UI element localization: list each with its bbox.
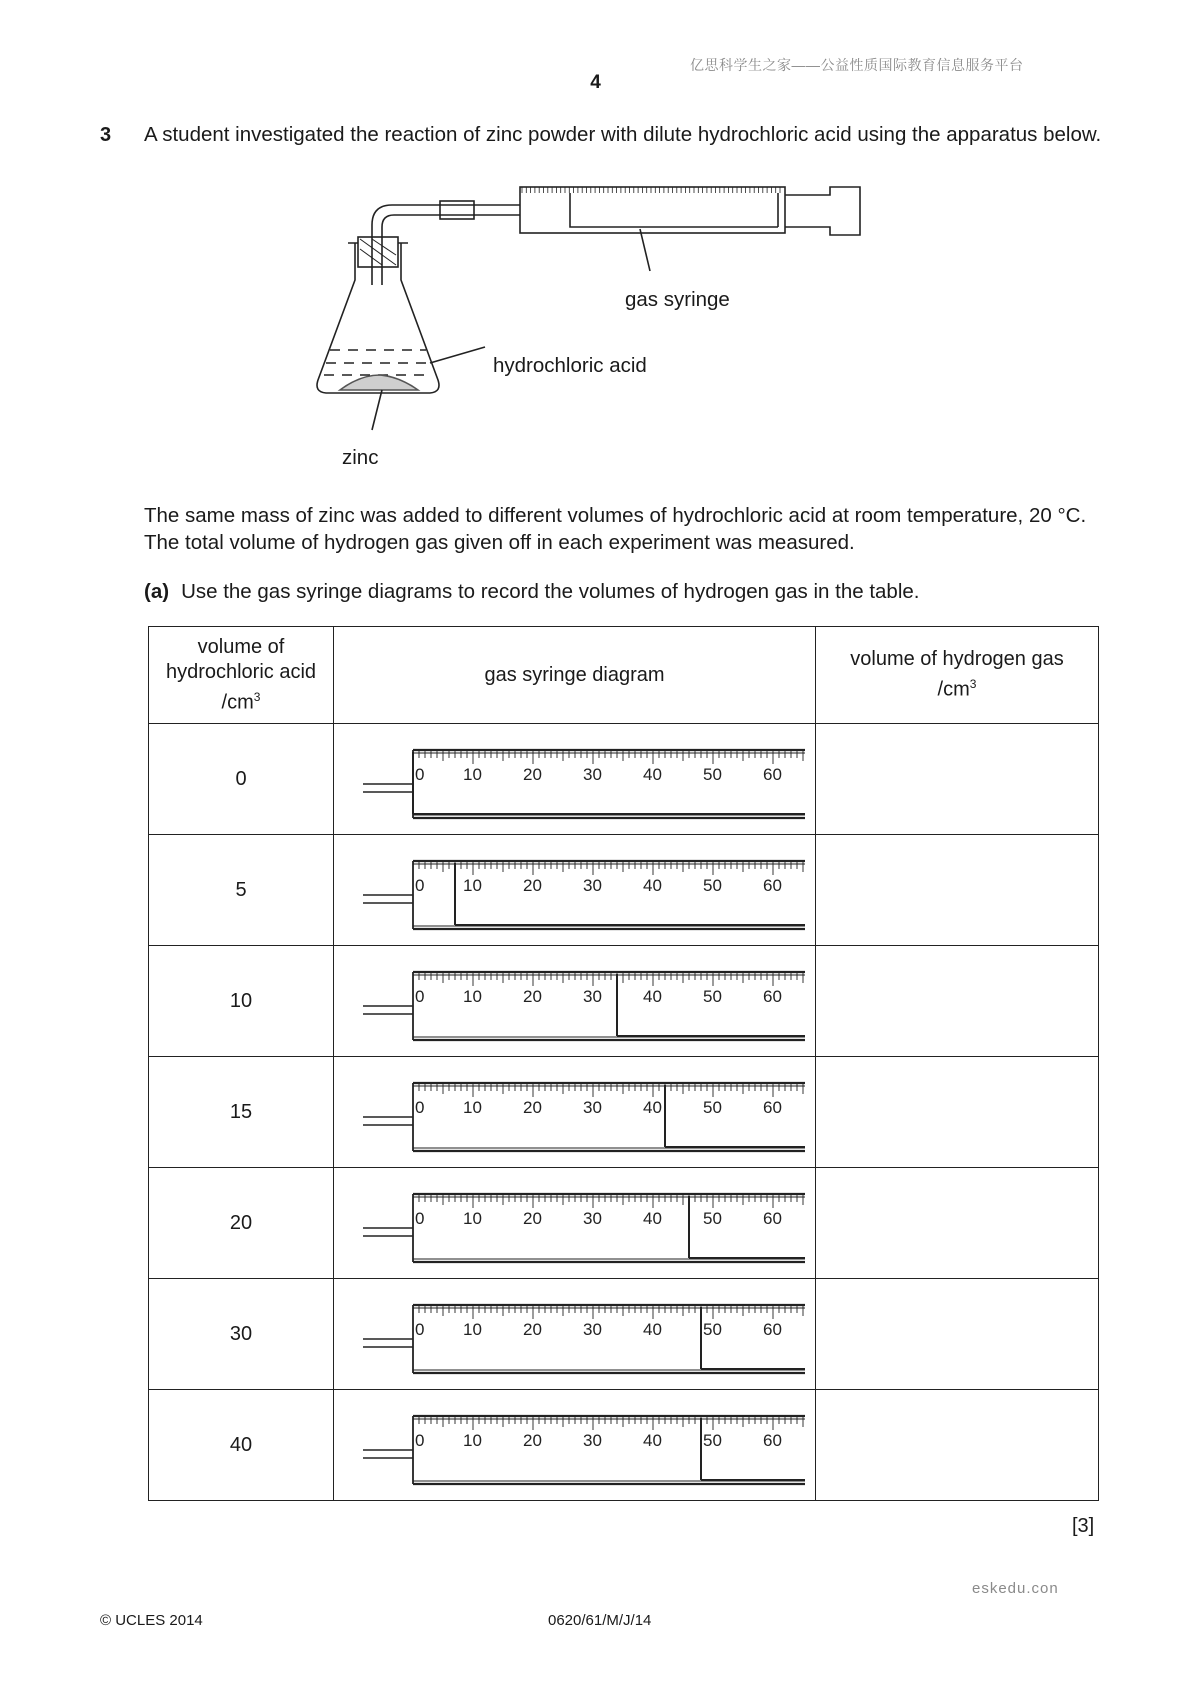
header-syringe-diagram: gas syringe diagram xyxy=(334,627,816,724)
scale-label: 0 xyxy=(414,876,424,895)
header-hydrogen-volume: volume of hydrogen gas $/cm^3$ xyxy=(816,627,1099,724)
label-zinc: zinc xyxy=(342,446,379,469)
acid-volume-cell: 10 xyxy=(149,946,334,1057)
scale-label: 0 xyxy=(414,765,424,784)
acid-volume-cell: 30 xyxy=(149,1279,334,1390)
results-table xyxy=(148,626,1099,1501)
acid-volume-cell: 40 xyxy=(149,1390,334,1501)
hydrogen-volume-answer-cell[interactable] xyxy=(816,835,1099,946)
scale-label: 40 xyxy=(642,1098,662,1117)
syringe-barrel xyxy=(520,187,785,233)
question-number: 3 xyxy=(100,124,112,146)
scale-label: 50 xyxy=(702,1098,722,1117)
copyright: © UCLES 2014 xyxy=(100,1612,203,1629)
syringe-cell xyxy=(334,1168,816,1279)
hydrogen-volume-answer-cell[interactable] xyxy=(816,1390,1099,1501)
scale-label: 20 xyxy=(522,987,542,1006)
acid-volume-cell: 5 xyxy=(149,835,334,946)
scale-label: 10 xyxy=(462,1098,482,1117)
table-row xyxy=(149,1057,1099,1168)
scale-label: 40 xyxy=(642,1320,662,1339)
scale-label: 60 xyxy=(762,876,782,895)
table-row xyxy=(149,835,1099,946)
hydrogen-volume-answer-cell[interactable] xyxy=(816,1279,1099,1390)
scale-label: 0 xyxy=(414,1431,424,1450)
apparatus-diagram xyxy=(300,185,900,475)
method-paragraph: The same mass of zinc was added to different volumes of hydrochloric acid at room temperature, 20 °C. The total volume of hydrogen gas given off in each experiment was measured. xyxy=(144,504,1087,554)
scale-label: 60 xyxy=(762,1209,782,1228)
scale-label: 20 xyxy=(522,1098,542,1117)
zinc-powder xyxy=(340,375,418,390)
scale-label: 60 xyxy=(762,987,782,1006)
part-a-text: Use the gas syringe diagrams to record the volumes of hydrogen gas in the table. xyxy=(181,580,920,603)
scale-label: 60 xyxy=(762,1431,782,1450)
hydrogen-volume-answer-cell[interactable] xyxy=(816,946,1099,1057)
gas-syringe-diagram xyxy=(345,1178,805,1268)
syringe-cell xyxy=(334,835,816,946)
part-a xyxy=(144,580,919,604)
scale-label: 40 xyxy=(642,765,662,784)
scale-label: 30 xyxy=(582,1209,602,1228)
part-a-label: (a) xyxy=(144,580,170,603)
site-watermark: eskedu.con xyxy=(972,1580,1059,1597)
watermark-text: 亿思科学生之家——公益性质国际教育信息服务平台 xyxy=(690,57,1024,73)
hydrogen-volume-answer-cell[interactable] xyxy=(816,1168,1099,1279)
scale-label: 40 xyxy=(642,987,662,1006)
gas-syringe-diagram xyxy=(345,734,805,824)
scale-label: 60 xyxy=(762,1098,782,1117)
syringe-cell xyxy=(334,946,816,1057)
scale-label: 0 xyxy=(414,1320,424,1339)
gas-syringe-diagram xyxy=(345,845,805,935)
scale-label: 20 xyxy=(522,1431,542,1450)
table-row xyxy=(149,724,1099,835)
table-row xyxy=(149,1168,1099,1279)
scale-label: 10 xyxy=(462,765,482,784)
label-hydrochloric-acid: hydrochloric acid xyxy=(493,354,647,377)
syringe-cell xyxy=(334,1057,816,1168)
label-gas-syringe: gas syringe xyxy=(625,288,730,311)
scale-label: 20 xyxy=(522,1209,542,1228)
acid-volume-cell: 0 xyxy=(149,724,334,835)
question-text: A student investigated the reaction of zinc powder with dilute hydrochloric acid using the apparatus below. xyxy=(144,123,1102,146)
table-row xyxy=(149,1390,1099,1501)
scale-label: 20 xyxy=(522,1320,542,1339)
scale-label: 50 xyxy=(702,987,722,1006)
scale-label: 50 xyxy=(702,1320,722,1339)
scale-label: 10 xyxy=(462,1320,482,1339)
scale-label: 0 xyxy=(414,1098,424,1117)
scale-label: 30 xyxy=(582,1320,602,1339)
scale-label: 30 xyxy=(582,876,602,895)
scale-label: 50 xyxy=(702,1431,722,1450)
syringe-cell xyxy=(334,724,816,835)
scale-label: 30 xyxy=(582,1431,602,1450)
scale-label: 30 xyxy=(582,987,602,1006)
gas-syringe-diagram xyxy=(345,1289,805,1379)
scale-label: 10 xyxy=(462,876,482,895)
scale-label: 30 xyxy=(582,1098,602,1117)
scale-label: 0 xyxy=(414,987,424,1006)
scale-label: 50 xyxy=(702,765,722,784)
syringe-plunger xyxy=(785,187,860,235)
scale-label: 60 xyxy=(762,765,782,784)
scale-label: 40 xyxy=(642,1209,662,1228)
syringe-cell xyxy=(334,1279,816,1390)
scale-label: 10 xyxy=(462,1431,482,1450)
table-row xyxy=(149,946,1099,1057)
hydrogen-volume-answer-cell[interactable] xyxy=(816,724,1099,835)
scale-label: 10 xyxy=(462,1209,482,1228)
marks-allocation: [3] xyxy=(1072,1515,1095,1537)
gas-syringe-diagram xyxy=(345,956,805,1046)
table-row xyxy=(149,1279,1099,1390)
scale-label: 20 xyxy=(522,876,542,895)
scale-label: 10 xyxy=(462,987,482,1006)
scale-label: 60 xyxy=(762,1320,782,1339)
gas-syringe-diagram xyxy=(345,1400,805,1490)
gas-syringe-diagram xyxy=(345,1067,805,1157)
scale-label: 50 xyxy=(702,876,722,895)
syringe-cell xyxy=(334,1390,816,1501)
header-acid-volume: volume of hydrochloric acid $/cm^3$ xyxy=(149,627,334,724)
scale-label: 40 xyxy=(642,876,662,895)
scale-label: 0 xyxy=(414,1209,424,1228)
paper-code: 0620/61/M/J/14 xyxy=(548,1612,652,1629)
acid-volume-cell: 15 xyxy=(149,1057,334,1168)
hydrogen-volume-answer-cell[interactable] xyxy=(816,1057,1099,1168)
scale-label: 20 xyxy=(522,765,542,784)
scale-label: 40 xyxy=(642,1431,662,1450)
scale-label: 50 xyxy=(702,1209,722,1228)
scale-label: 30 xyxy=(582,765,602,784)
page-number: 4 xyxy=(590,72,601,93)
acid-volume-cell: 20 xyxy=(149,1168,334,1279)
